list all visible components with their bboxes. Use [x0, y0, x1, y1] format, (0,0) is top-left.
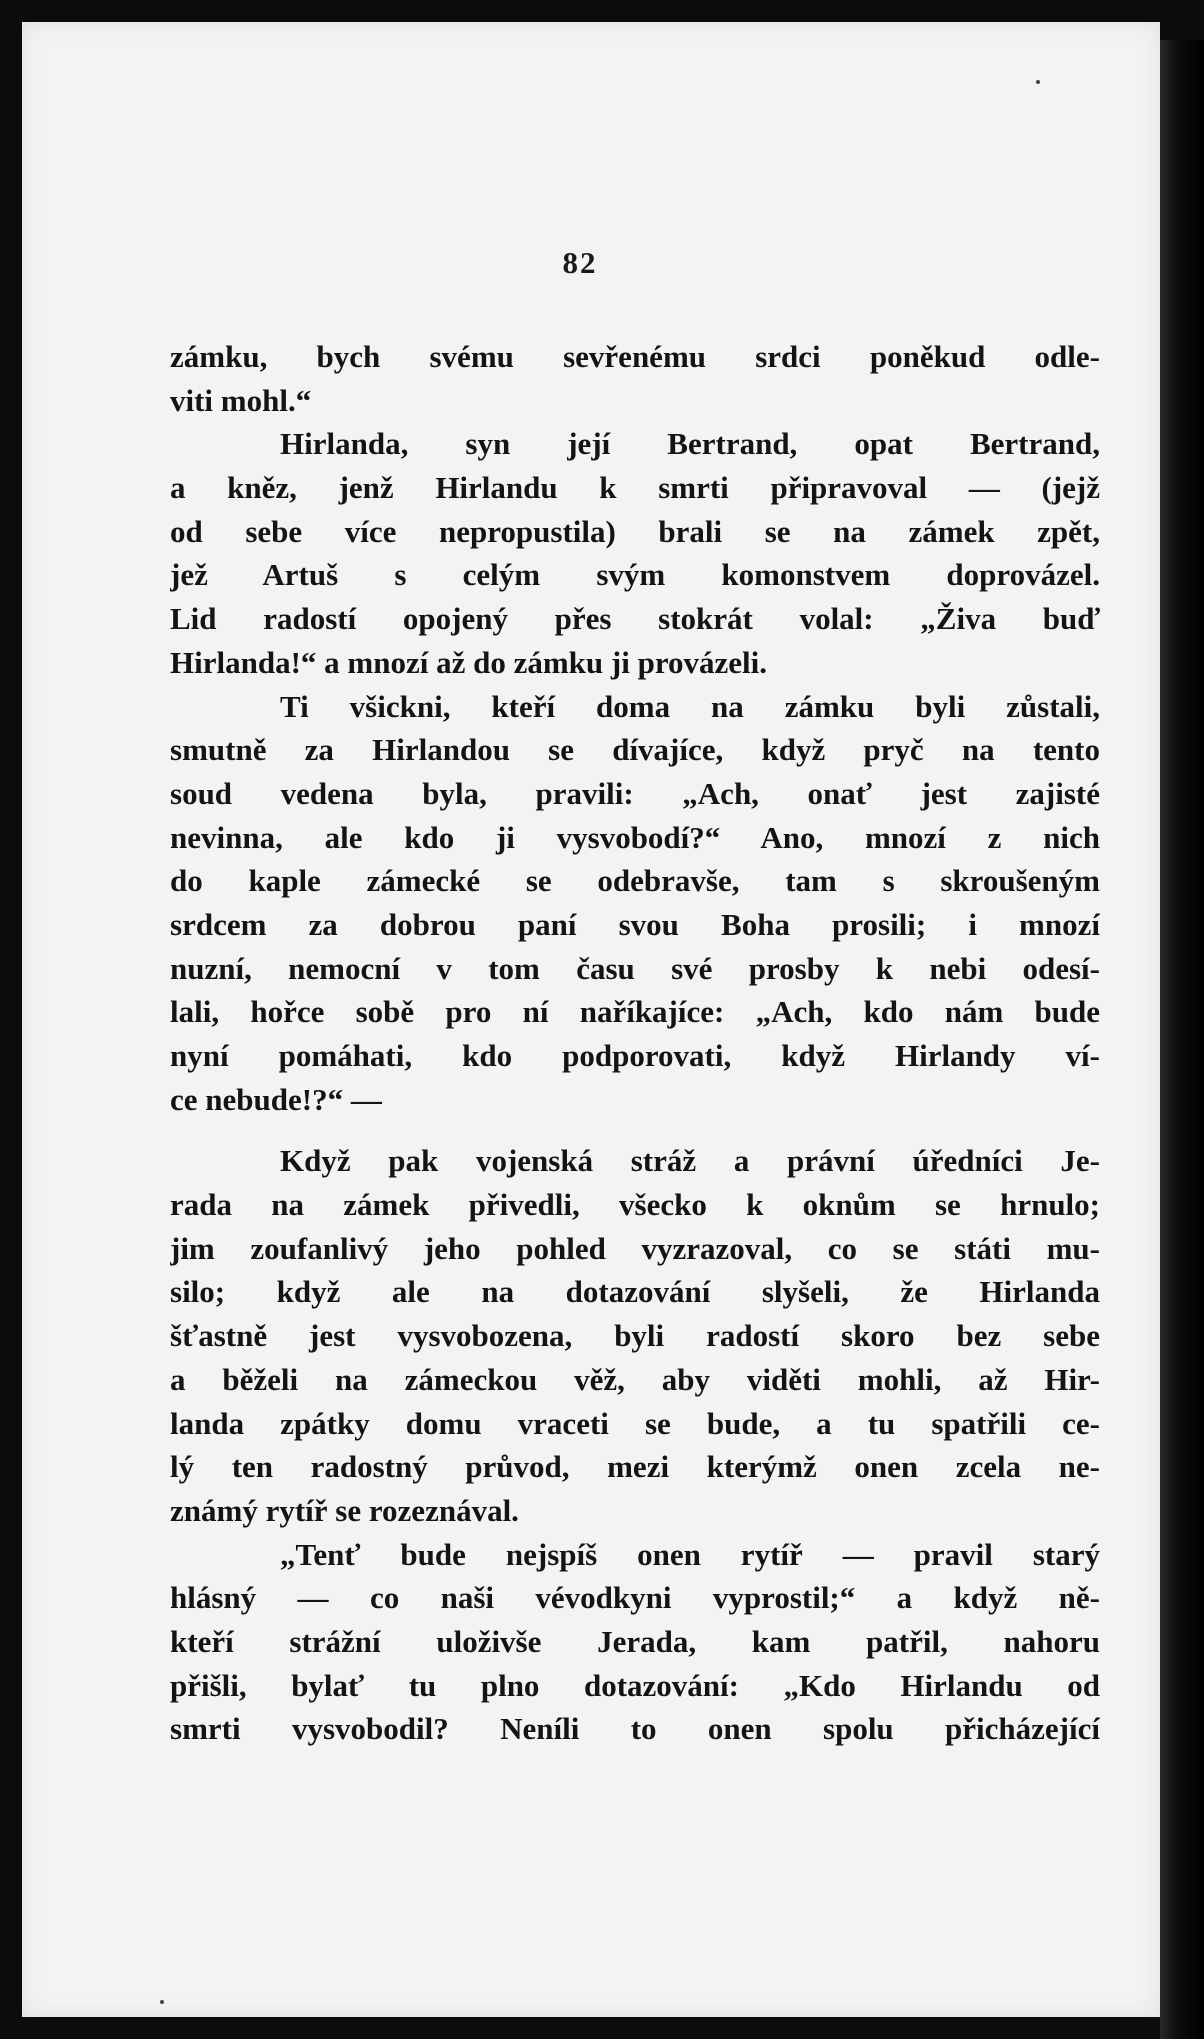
text-line: Ti všickni, kteří doma na zámku byli zůstali, [280, 688, 1100, 724]
text-line: Když pak vojenská stráž a právní úředníci Je- [280, 1143, 1100, 1179]
text-line: kteří strážní uloživše Jerada, kam patřil, nahoru [170, 1623, 1100, 1659]
text-line: Lid radostí opojený přes stokrát volal: „Živa buď [170, 601, 1100, 637]
paragraph [170, 1139, 1100, 1532]
text-line: srdcem za dobrou paní svou Boha prosili; i mnozí [170, 906, 1100, 942]
text-line: silo; když ale na dotazování slyšeli, že Hirlanda [170, 1274, 1100, 1310]
text-line: do kaple zámecké se odebravše, tam s skroušeným [170, 863, 1100, 899]
text-line: známý rytíř se rozeznával. [170, 1492, 519, 1528]
text-line: rada na zámek přivedli, všecko k oknům se hrnulo; [170, 1187, 1100, 1223]
paragraph [170, 685, 1100, 1122]
text-line: jež Artuš s celým svým komonstvem doprovázel. [170, 557, 1100, 593]
text-line: od sebe více nepropustila) brali se na zámek zpět, [170, 513, 1100, 549]
text-line: lý ten radostný průvod, mezi kterýmž onen zcela ne- [170, 1449, 1100, 1485]
page-edge-shadow [1160, 40, 1204, 2039]
text-line: ce nebude!?“ — [170, 1081, 382, 1117]
paragraph [170, 1533, 1100, 1751]
text-line: smrti vysvobodil? Neníli to onen spolu přicházející [170, 1711, 1100, 1747]
paper-speck [160, 2000, 164, 2004]
paper-speck [1036, 80, 1040, 84]
text-line: landa zpátky domu vraceti se bude, a tu spatřili ce- [170, 1405, 1100, 1441]
text-line: hlásný — co naši vévodkyni vyprostil;“ a když ně- [170, 1580, 1100, 1616]
paragraph-gap [170, 1121, 1100, 1139]
text-line: nevinna, ale kdo ji vysvobodí?“ Ano, mnozí z nich [170, 819, 1100, 855]
text-line: smutně za Hirlandou se dívajíce, když pryč na tento [170, 732, 1100, 768]
text-line: Hirlanda, syn její Bertrand, opat Bertrand, [280, 426, 1100, 462]
body-text [170, 335, 1100, 1751]
text-line: jim zoufanlivý jeho pohled vyzrazoval, co se státi mu- [170, 1230, 1100, 1266]
text-line: přišli, bylať tu plno dotazování: „Kdo Hirlandu od [170, 1667, 1100, 1703]
text-line: zámku, bych svému sevřenému srdci poněkud odle- [170, 339, 1100, 374]
text-line: lali, hořce sobě pro ní naříkajíce: „Ach, kdo nám bude [170, 994, 1100, 1030]
text-line: „Tenť bude nejspíš onen rytíř — pravil starý [280, 1536, 1100, 1572]
paragraph [170, 422, 1100, 684]
page-number: 82 [562, 245, 598, 280]
text-line: nyní pomáhati, kdo podporovati, když Hirlandy ví- [170, 1038, 1100, 1073]
paragraph [170, 335, 1100, 422]
text-line: Hirlanda!“ a mnozí až do zámku ji provázeli. [170, 644, 768, 680]
text-line: a běželi na zámeckou věž, aby viděti mohli, až Hir- [170, 1361, 1100, 1397]
text-line: nuzní, nemocní v tom času své prosby k nebi odesí- [170, 950, 1100, 986]
text-line: a kněz, jenž Hirlandu k smrti připravoval — (jejž [170, 470, 1100, 506]
text-line: soud vedena byla, pravili: „Ach, onať jest zajisté [170, 775, 1100, 811]
text-line: viti mohl.“ [170, 382, 312, 418]
text-line: šťastně jest vysvobozena, byli radostí skoro bez sebe [170, 1318, 1100, 1354]
